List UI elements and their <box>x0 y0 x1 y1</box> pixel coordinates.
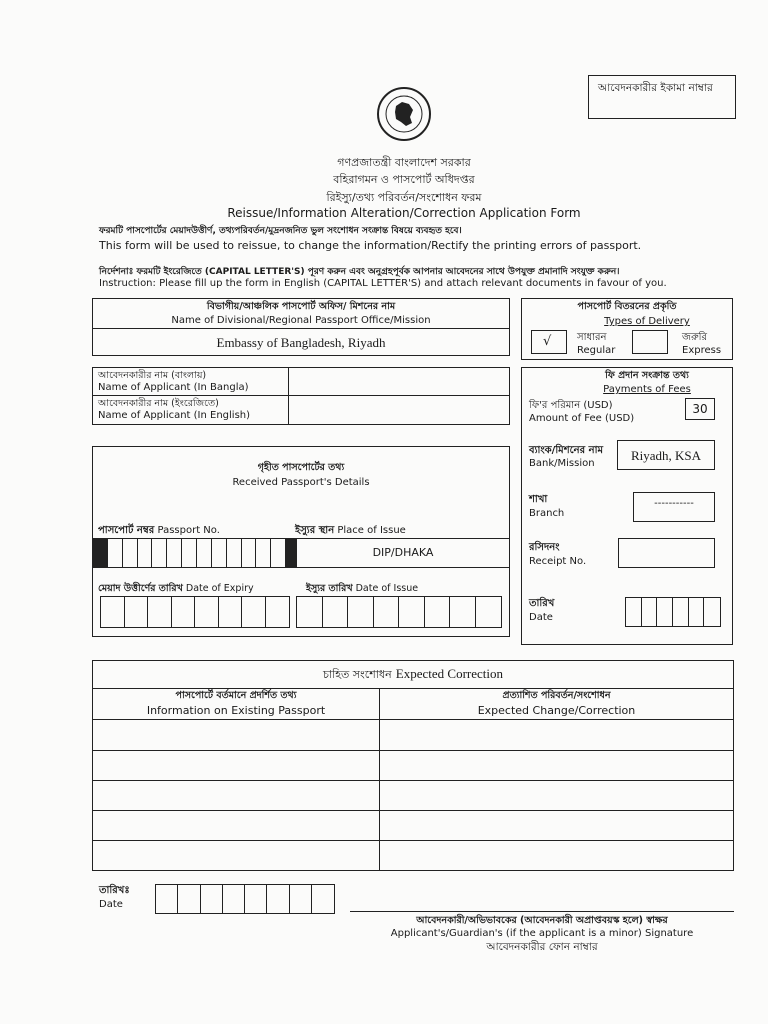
branch-value: ----------- <box>654 498 694 509</box>
issue-place-value: DIP/DHAKA <box>372 546 434 559</box>
correction-title <box>93 666 733 685</box>
name-bangla-label-bn: আবেদনকারীর নাম (বাংলায়) <box>98 370 207 381</box>
express-checkbox[interactable] <box>632 330 668 354</box>
regular-label-bn: সাধারন <box>577 332 607 343</box>
issue-date-label-bn: ইস্যুর তারিখ <box>306 583 353 594</box>
expiry-date-cells[interactable] <box>100 596 290 628</box>
instruction-en: Instruction: Please fill up the form in English (CAPITAL LETTER'S) and attach relevant documents in favour of you. <box>99 278 667 289</box>
correction-row-existing[interactable] <box>93 720 379 750</box>
delivery-type-section <box>521 298 733 360</box>
office-label-en: Name of Divisional/Regional Passport Office/Mission <box>171 315 431 326</box>
passport-number-label-bn: পাসপোর্ট নম্বর <box>98 525 155 536</box>
correction-row-expected[interactable] <box>380 720 733 750</box>
fees-title-bn: ফি প্রদান সংক্রান্ত তথ্য <box>605 370 689 381</box>
iqama-number-box[interactable] <box>588 75 736 119</box>
expected-correction-table <box>92 660 734 871</box>
issue-place-field[interactable] <box>297 538 509 568</box>
correction-row-existing[interactable] <box>93 751 379 780</box>
receipt-label-bn: রসিদনং <box>529 542 560 553</box>
iqama-number-label: আবেদনকারীর ইকামা নাম্বার <box>598 82 713 94</box>
footer-date-label-en: Date <box>99 899 123 910</box>
existing-info-header-bn: পাসপোর্টে বর্তমানে প্রদর্শিত তথ্য <box>175 690 297 701</box>
issue-date-label-en: Date of Issue <box>355 583 419 594</box>
correction-row-expected[interactable] <box>380 841 733 870</box>
fee-amount-value: 30 <box>692 402 708 416</box>
correction-title-bn: চাহিত সংশোধন <box>322 668 392 681</box>
footer-date-cells[interactable] <box>155 884 335 914</box>
fee-amount-field[interactable] <box>685 398 715 420</box>
passport-office-section <box>92 298 510 356</box>
regular-checkbox[interactable] <box>531 330 567 354</box>
receipt-number-field[interactable] <box>618 538 715 568</box>
expiry-date-label-en: Date of Expiry <box>185 583 254 594</box>
office-name-value[interactable]: Embassy of Bangladesh, Riyadh <box>216 335 386 350</box>
signature-label-en: Applicant's/Guardian's (if the applicant is a minor) Signature <box>390 928 694 939</box>
name-english-label-bn: আবেদনকারীর নাম (ইংরেজিতে) <box>98 398 219 409</box>
delivery-title-bn: পাসপোর্ট বিতরনের প্রকৃতি <box>577 301 677 312</box>
name-english-label-en: Name of Applicant (In English) <box>98 410 251 421</box>
name-english-input[interactable] <box>289 396 509 424</box>
passport-details-title-en: Received Passport's Details <box>232 477 370 488</box>
form-title-bn: রিইস্যু/তথ্য পরিবর্তন/সংশোধন ফরম <box>326 191 482 204</box>
signature-line[interactable] <box>350 911 734 912</box>
expected-change-header-en: Expected Change/Correction <box>477 704 636 717</box>
expiry-date-label <box>98 582 254 597</box>
signature-label-bn: আবেদনকারী/অভিভাবকের (আবেদনকারী অপ্রাপ্তবয়স্ক হলে) স্বাক্ষর <box>416 915 668 926</box>
government-seal-icon <box>376 86 432 142</box>
name-bangla-input[interactable] <box>289 368 509 395</box>
payment-date-label-bn: তারিখ <box>529 598 555 609</box>
instruction-bn: নির্দেশনাঃ ফরমটি ইংরেজিতে (CAPITAL LETTER'S) পূরণ করুন এবং অনুগ্রহপূর্বক আপনার আবেদনের সাথে উপযুক্ত প্রমানাদি সংযুক্ত করুন। <box>99 267 620 277</box>
expiry-date-label-bn: মেয়াদ উত্তীর্ণের তারিখ <box>98 583 183 594</box>
receipt-label-en: Receipt No. <box>529 556 587 567</box>
form-purpose-en: This form will be used to reissue, to change the information/Rectify the printing errors of passport. <box>99 239 642 252</box>
fee-amount-label-bn: ফি'র পরিমান (USD) <box>529 400 613 411</box>
form-title-en: Reissue/Information Alteration/Correction Application Form <box>227 206 581 220</box>
delivery-title-en: Types of Delivery <box>604 316 690 327</box>
branch-label-en: Branch <box>529 508 565 519</box>
received-passport-section <box>92 446 510 637</box>
issue-date-label <box>306 582 418 597</box>
fee-amount-label-en: Amount of Fee (USD) <box>529 413 635 424</box>
existing-info-header-en: Information on Existing Passport <box>146 704 326 717</box>
bank-label-bn: ব্যাংক/মিশনের নাম <box>529 445 604 456</box>
bank-name-value: Riyadh, KSA <box>630 448 702 463</box>
svg-text:.......: ....... <box>399 92 409 97</box>
correction-row-existing[interactable] <box>93 781 379 810</box>
expected-change-header-bn: প্রত্যাশিত পরিবর্তন/সংশোধন <box>502 690 611 701</box>
branch-field[interactable] <box>633 492 715 522</box>
regular-label-en: Regular <box>577 345 616 356</box>
government-name-bn: গণপ্রজাতন্ত্রী বাংলাদেশ সরকার <box>337 156 471 169</box>
issue-date-cells[interactable] <box>296 596 502 628</box>
regular-check-mark: √ <box>543 334 552 349</box>
payment-date-cells[interactable] <box>625 597 721 627</box>
passport-number-cells[interactable] <box>92 538 297 568</box>
name-bangla-label-en: Name of Applicant (In Bangla) <box>98 382 249 393</box>
fees-title-en: Payments of Fees <box>603 384 691 395</box>
correction-row-expected[interactable] <box>380 811 733 840</box>
footer-date-label-bn: তারিখঃ <box>99 885 130 896</box>
payment-date-label-en: Date <box>529 612 553 623</box>
issue-place-label-en: Place of Issue <box>337 525 406 536</box>
passport-number-label-en: Passport No. <box>157 525 220 536</box>
phone-number-label-bn: আবেদনকারীর ফোন নাম্বার <box>486 941 598 953</box>
bank-label-en: Bank/Mission <box>529 458 595 469</box>
correction-row-expected[interactable] <box>380 781 733 810</box>
express-label-bn: জরুরি <box>682 332 707 343</box>
form-purpose-bn: ফরমটি পাসপোর্টের মেয়াদউত্তীর্ণ, তথ্যপরিবর্তন/মুদ্রনজনিত ভুল সংশোধন সংক্রান্ত বিষয়ে ব্যবহৃত হবে। <box>99 226 462 236</box>
passport-details-title-bn: গৃহীত পাসপোর্টের তথ্য <box>257 462 345 473</box>
branch-label-bn: শাখা <box>529 494 548 505</box>
department-name-bn: বহিরাগমন ও পাসপোর্ট অধিদপ্তর <box>333 173 475 186</box>
correction-row-expected[interactable] <box>380 751 733 780</box>
fee-payment-section <box>521 367 733 645</box>
correction-row-existing[interactable] <box>93 841 379 870</box>
express-label-en: Express <box>682 345 722 356</box>
bank-name-field[interactable] <box>617 440 715 470</box>
office-label-bn: বিভাগীয়/আঞ্চলিক পাসপোর্ট অফিস/ মিশনের নাম <box>206 301 396 312</box>
correction-title-en: Expected Correction <box>395 666 503 681</box>
issue-place-label-bn: ইস্যুর স্থান <box>295 525 335 536</box>
correction-row-existing[interactable] <box>93 811 379 840</box>
applicant-name-section <box>92 367 510 425</box>
